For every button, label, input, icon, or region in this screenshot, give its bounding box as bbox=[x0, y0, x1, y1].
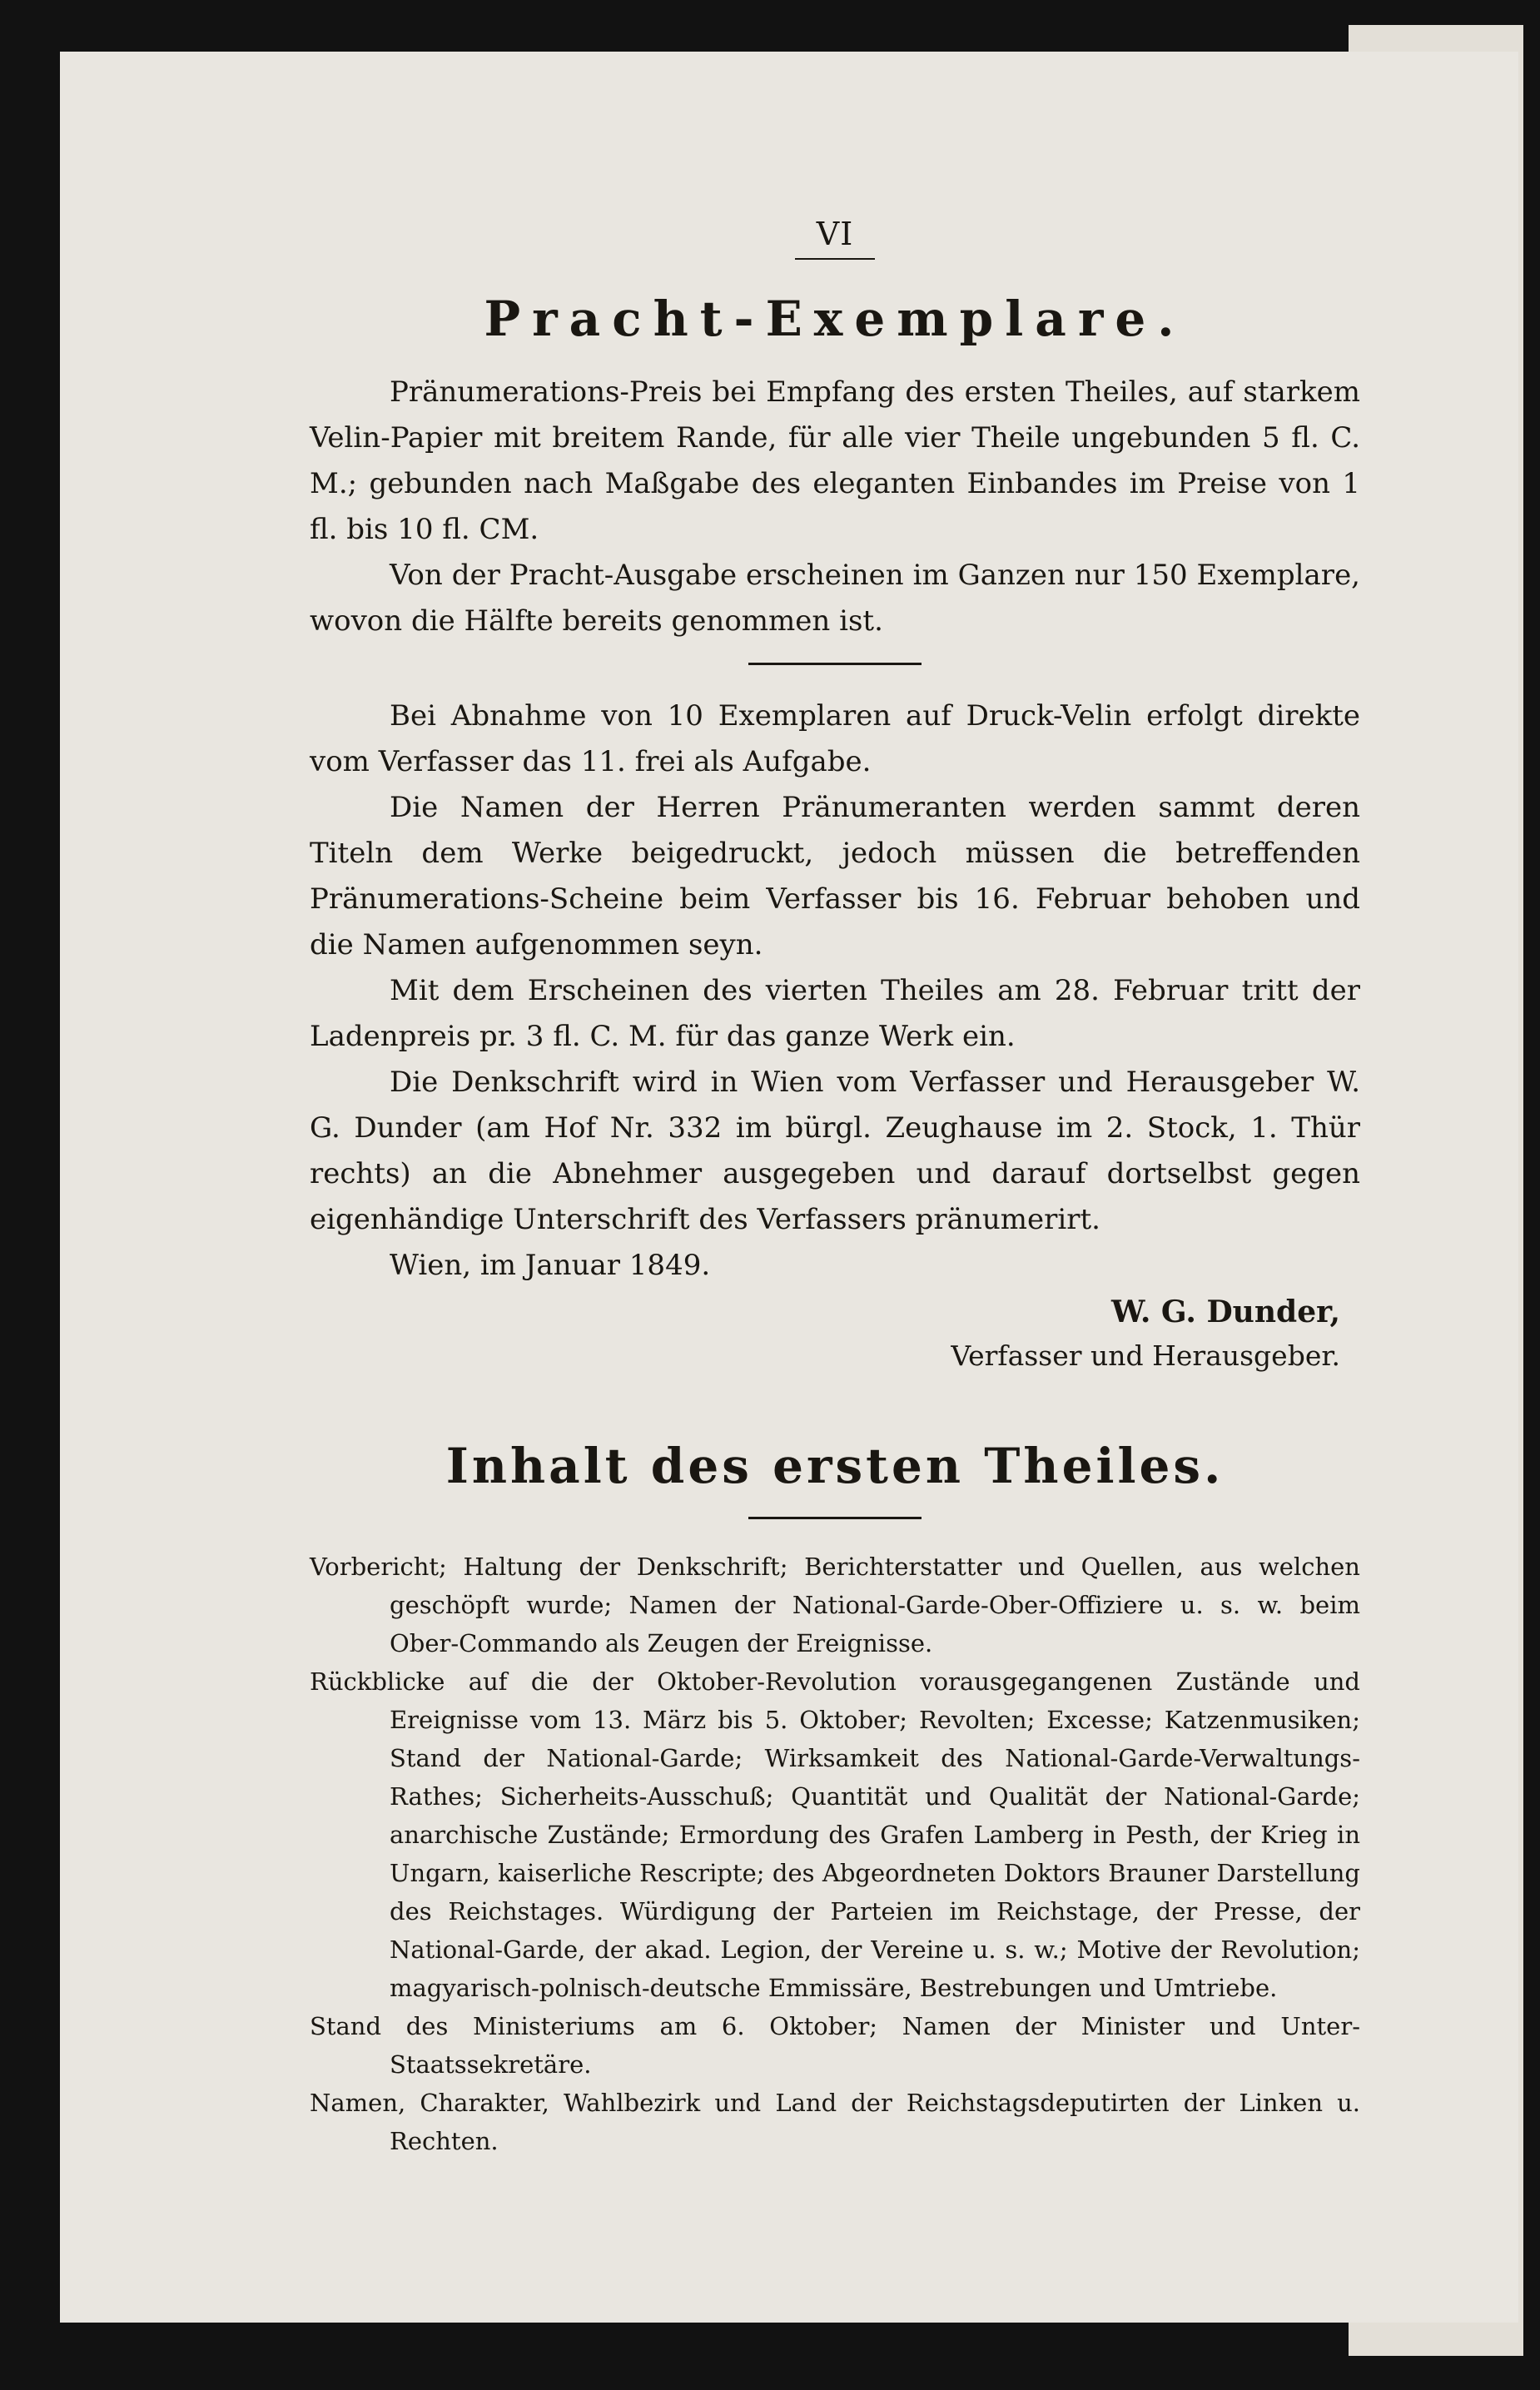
document-page bbox=[60, 52, 1518, 2323]
pracht-edition-paragraph: Von der Pracht-Ausgabe erscheinen im Ganzen nur 150 Exemplare, wovon die Hälfte bereits genommen ist. bbox=[310, 558, 1360, 638]
page-number: VI bbox=[816, 216, 854, 252]
contents-entry-rueckblicke: Rückblicke auf die der Oktober-Revolution vorausgegangenen Zustände und Ereignisse vom 13. März bis 5. Oktober; Revolten; Excesse; Katzenmusiken; Stand der National-Garde; Wirksamkeit des National-Garde-Verwaltungs-Rathes; Sicherheits-Ausschuß; Quantität und Qualität der National-Garde; anarchische Zustände; Ermordung des Grafen Lamberg in Pesth, der Krieg in Ungarn, kaiserliche Rescripte; des Abgeordneten Doktors Brauner Darstellung des Reichstages. Würdigung der Parteien im Reichstage, der Presse, der National-Garde, der akad. Legion, der Vereine u. s. w.; Motive der Revolution; magyarisch-polnisch-deutsche Emmissäre, Bestrebungen und Umtriebe. bbox=[310, 1667, 1360, 2002]
place-date-line: Wien, im Januar 1849. bbox=[390, 1248, 711, 1282]
heading-pracht-exemplare: Pracht-Exemplare. bbox=[484, 291, 1186, 347]
page-number-underline bbox=[795, 258, 875, 260]
contents-divider bbox=[748, 1517, 922, 1519]
contents-entry-ministerium: Stand des Ministeriums am 6. Oktober; Namen der Minister und Unter-Staatssekretäre. bbox=[310, 2011, 1360, 2079]
section-divider bbox=[748, 663, 922, 665]
discount-paragraph: Bei Abnahme von 10 Exemplaren auf Druck-Velin erfolgt direkte vom Verfasser das 11. frei als Aufgabe. bbox=[310, 698, 1360, 778]
contents-entry-deputirte: Namen, Charakter, Wahlbezirk und Land der Reichstagsdeputirten der Linken u. Rechten. bbox=[310, 2088, 1360, 2155]
distribution-paragraph: Die Denkschrift wird in Wien vom Verfasser und Herausgeber W. G. Dunder (am Hof Nr. 332 im bürgl. Zeughause im 2. Stock, 1. Thür rechts) an die Abnehmer ausgegeben und darauf dortselbst gegen eigenhändige Unterschrift des Verfassers pränumerirt. bbox=[310, 1065, 1360, 1236]
shop-price-paragraph: Mit dem Erscheinen des vierten Theiles am 28. Februar tritt der Ladenpreis pr. 3 fl. C. M. für das ganze Werk ein. bbox=[310, 973, 1360, 1053]
page-content bbox=[310, 218, 1360, 2160]
signature-role: Verfasser und Herausgeber. bbox=[951, 1339, 1340, 1372]
contents-entry-vorbericht: Vorbericht; Haltung der Denkschrift; Berichterstatter und Quellen, aus welchen geschöpft wurde; Namen der National-Garde-Ober-Offiziere u. s. w. beim Ober-Commando als Zeugen der Ereignisse. bbox=[310, 1552, 1360, 1657]
signature-name: W. G. Dunder, bbox=[1111, 1294, 1340, 1329]
subscriber-names-paragraph: Die Namen der Herren Pränumeranten werden sammt deren Titeln dem Werke beigedruckt, jedoch müssen die betreffenden Pränumerations-Scheine beim Verfasser bis 16. Februar behoben und die Namen aufgenommen seyn. bbox=[310, 790, 1360, 961]
heading-contents: Inhalt des ersten Theiles. bbox=[445, 1437, 1225, 1494]
pracht-price-paragraph: Pränumerations-Preis bei Empfang des ersten Theiles, auf starkem Velin-Papier mit breitem Rande, für alle vier Theile ungebunden 5 fl. C. M.; gebunden nach Maßgabe des eleganten Einbandes im Preise von 1 fl. bis 10 fl. CM. bbox=[310, 375, 1360, 546]
